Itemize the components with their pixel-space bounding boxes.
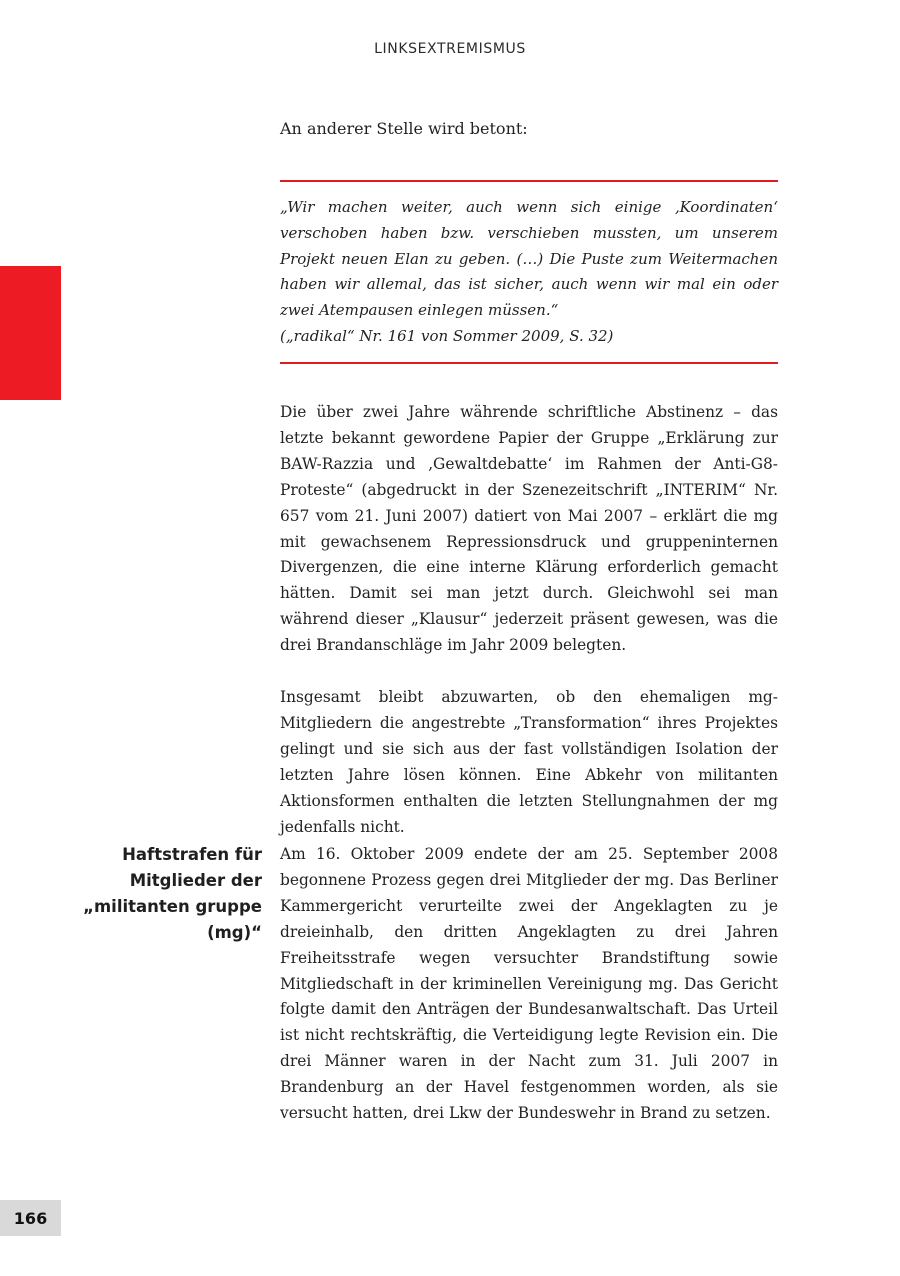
running-title: LINKSEXTREMISMUS — [374, 41, 526, 57]
intro-line: An anderer Stelle wird betont: — [280, 119, 528, 138]
margin-heading: Haftstrafen für Mitglieder der „militanten gruppe (mg)“ — [83, 845, 262, 942]
chapter-color-tab — [0, 266, 61, 400]
quote-box — [280, 180, 778, 364]
body-paragraph: Die über zwei Jahre währende schriftliche Abstinenz – das letzte bekannt gewordene Papier der Gruppe „Erklärung zur BAW-Razzia und ‚Gewaltdebatte‘ im Rahmen der Anti-G8-Proteste“ (abgedruckt in der Szenezeitschrift „INTERIM“ Nr. 657 vom 21. Juni 2007) datiert von Mai 2007 – erklärt die mg mit gewachsenem Repressionsdruck und gruppeninternen Divergenzen, die eine interne Klärung erforderlich gemacht hätten. Damit sei man jetzt durch. Gleichwohl sei man während dieser „Klausur“ jederzeit präsent gewesen, was die drei Brandanschläge im Jahr 2009 belegten. — [280, 403, 778, 655]
body-paragraph: Insgesamt bleibt abzuwarten, ob den ehemaligen mg-Mitgliedern die angestrebte „Transformation“ ihres Projektes gelingt und sie sich aus der fast vollständigen Isolation der letzten Jahre lösen können. Eine Abkehr von militanten Aktionsformen enthalten die letzten Stellungnahmen der mg jedenfalls nicht. — [280, 688, 778, 836]
page-number: 166 — [0, 1200, 61, 1236]
quote-source: („radikal“ Nr. 161 von Sommer 2009, S. 32) — [280, 327, 614, 345]
quote-text: „Wir machen weiter, auch wenn sich einige ‚Koordinaten‘ verschoben haben bzw. verschieben mussten, um unserem Projekt neuen Elan zu geben. (…) Die Puste zum Weitermachen haben wir allemal, das ist sicher, auch wenn wir mal ein oder zwei Atempausen einlegen müssen.“ — [280, 198, 778, 320]
body-paragraph: Am 16. Oktober 2009 endete der am 25. September 2008 begonnene Prozess gegen drei Mitglieder der mg. Das Berliner Kammergericht verurteilte zwei der Angeklagten zu je dreieinhalb, den dritten Angeklagten zu drei Jahren Freiheitsstrafe wegen versuchter Brandstiftung sowie Mitgliedschaft in der kriminellen Vereinigung mg. Das Gericht folgte damit den Anträgen der Bundesanwaltschaft. Das Urteil ist nicht rechtskräftig, die Verteidigung legte Revision ein. Die drei Männer waren in der Nacht zum 31. Juli 2007 in Brandenburg an der Havel festgenommen worden, als sie versucht hatten, drei Lkw der Bundeswehr in Brand zu setzen. — [280, 845, 778, 1123]
